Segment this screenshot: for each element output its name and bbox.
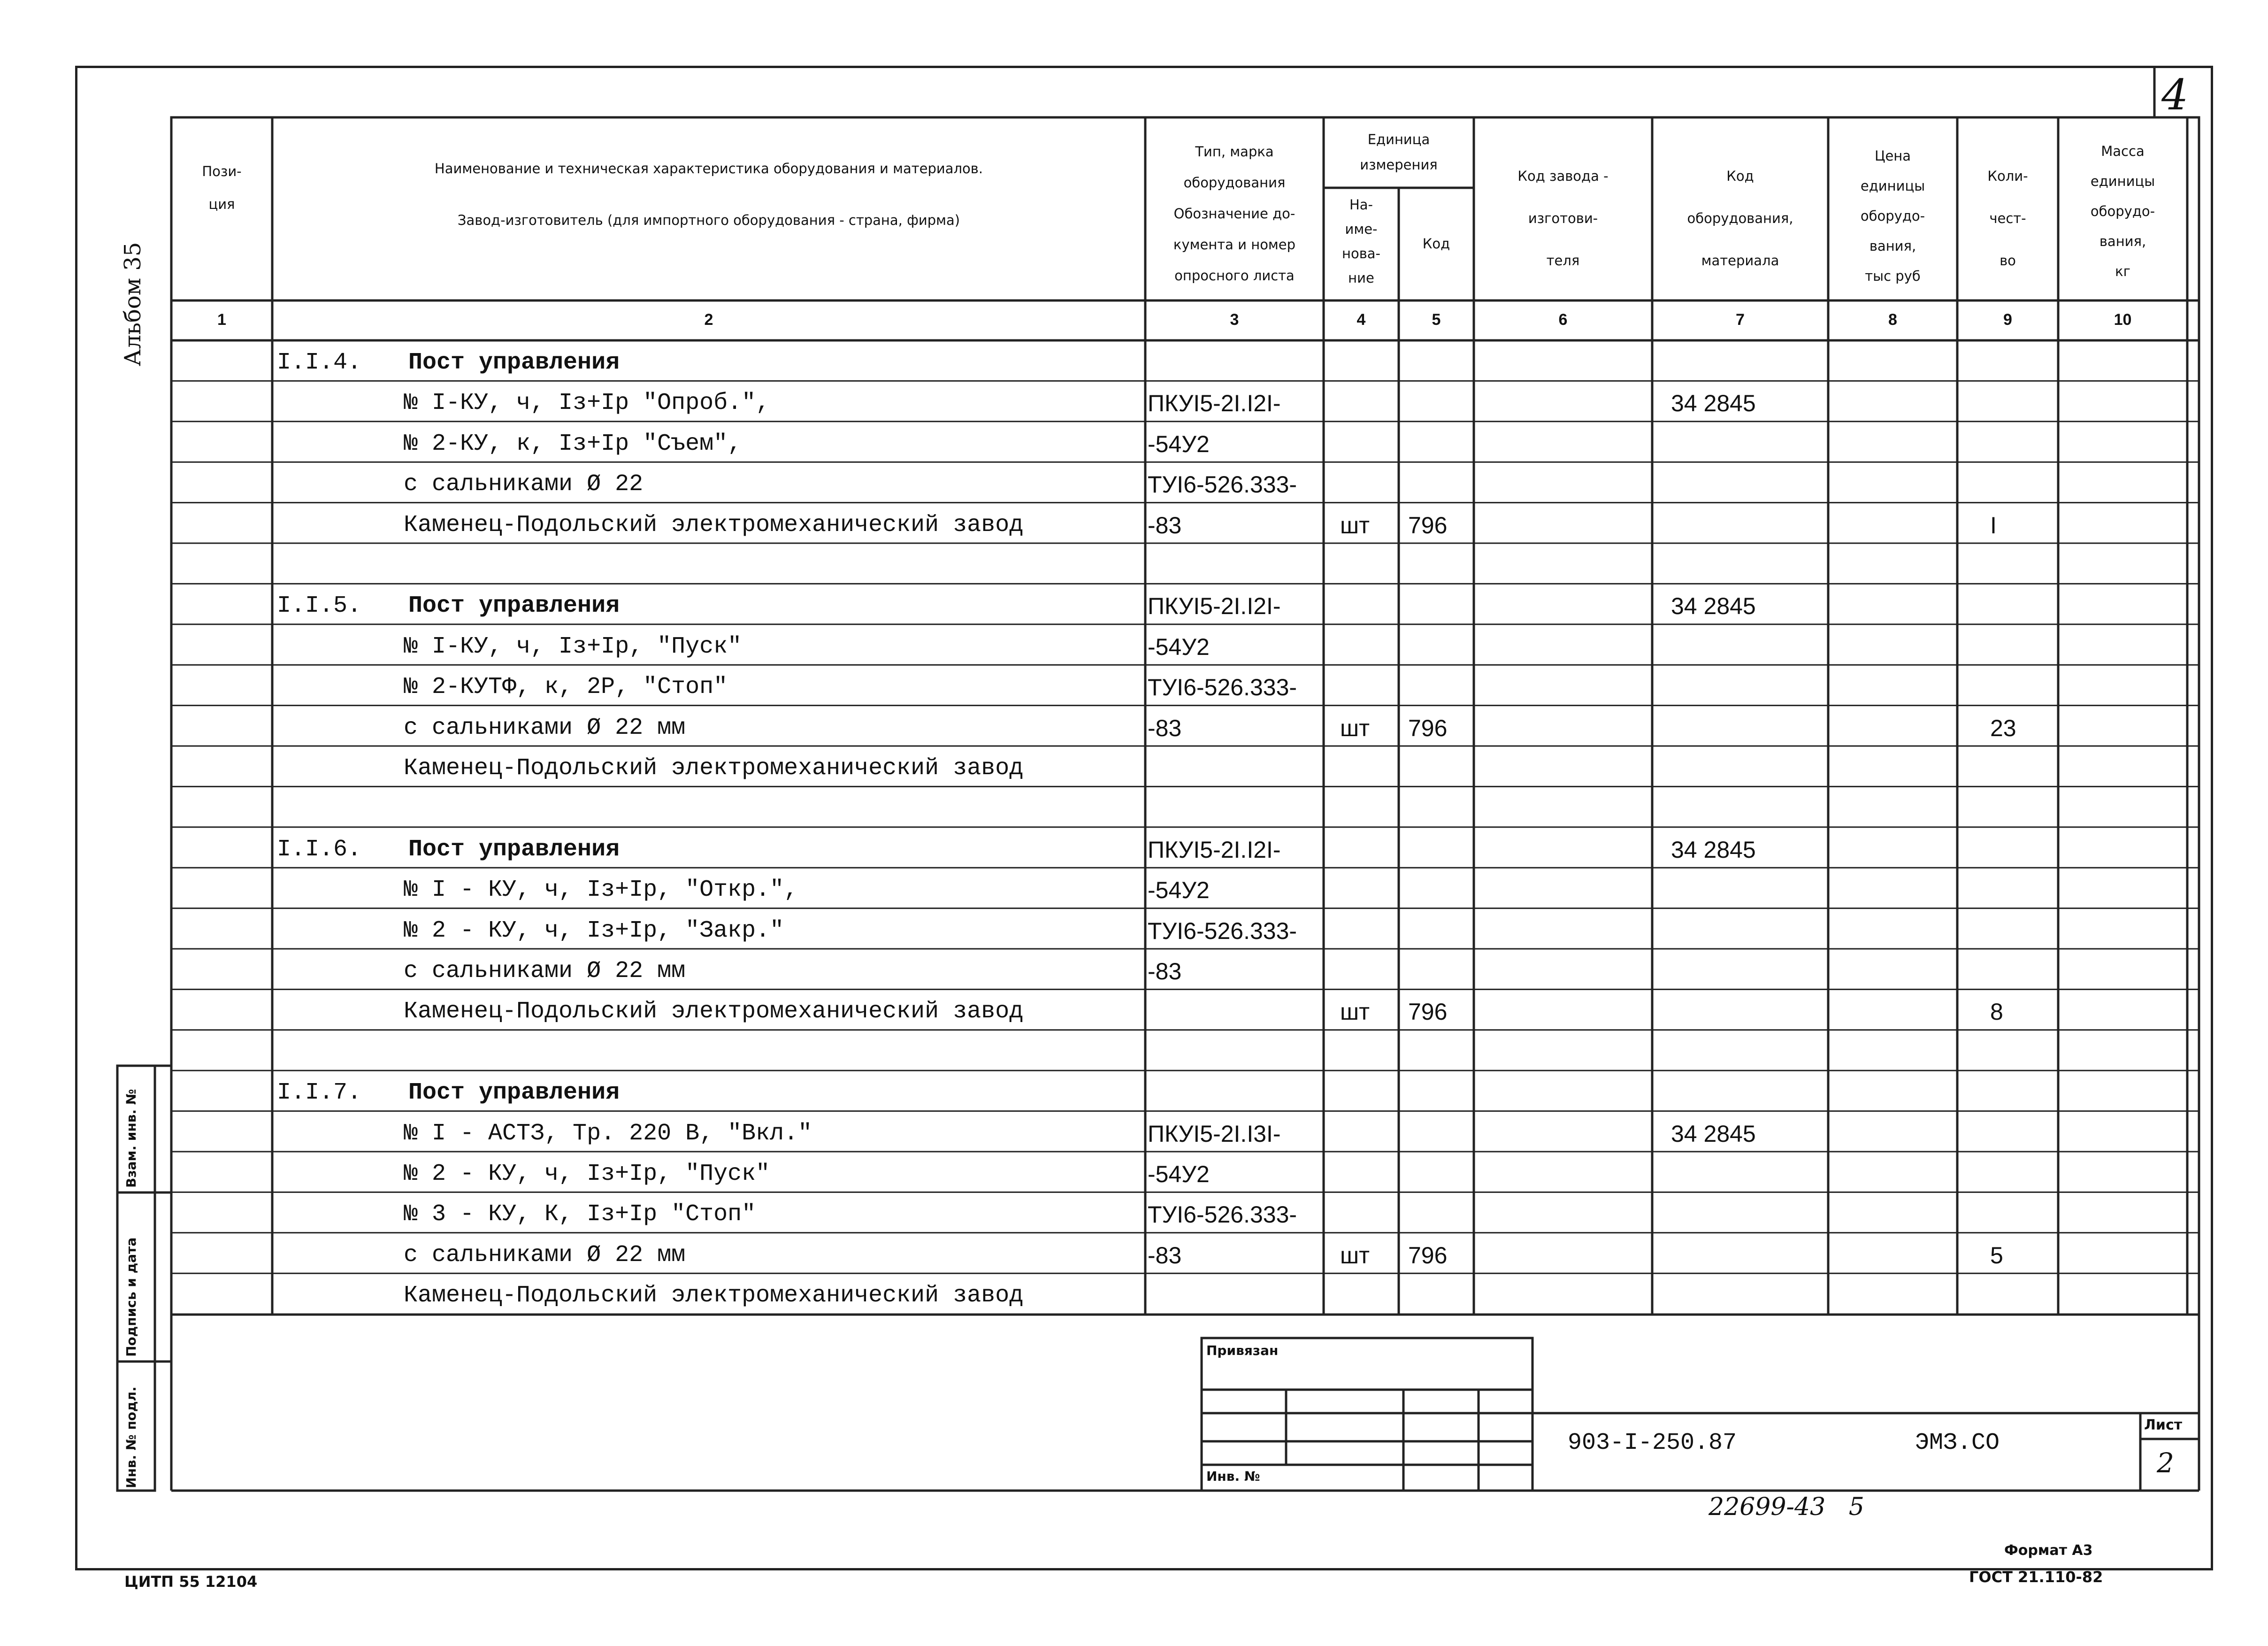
header-unit: Единица измерения	[1360, 131, 1438, 173]
row-name: Пост управления	[408, 592, 620, 620]
row-name: Каменец-Подольский электромеханический завод	[404, 511, 1024, 538]
row-type: -83	[1148, 715, 1182, 741]
row-position: I.I.6.	[277, 836, 362, 863]
label-inv-podl: Инв. № подл.	[123, 1386, 139, 1488]
row-quantity: I	[1990, 512, 1997, 538]
row-name: № 2 - КУ, ч, Iз+Iр, "Пуск"	[404, 1161, 770, 1187]
row-quantity: 8	[1990, 999, 2003, 1025]
row-name: Пост управления	[408, 1079, 620, 1107]
row-type: ПКУI5-2I.I3I-	[1148, 1120, 1281, 1147]
document-mark: ЭМЗ.СО	[1915, 1430, 2000, 1456]
header-position: Пози- ция	[202, 163, 242, 212]
row-type: -54У2	[1148, 1161, 1210, 1187]
row-position: I.I.5.	[277, 592, 362, 620]
row-unit: шт	[1340, 1242, 1370, 1269]
row-name: № 2 - КУ, ч, Iз+Iр, "Закр."	[404, 917, 784, 944]
sheet-label: Лист	[2144, 1417, 2183, 1433]
sheet-number: 2	[2157, 1447, 2174, 1479]
row-unit: шт	[1340, 999, 1370, 1025]
column-number-4: 4	[1356, 311, 1366, 329]
header-mass: Масса единицы оборудо- вания, кг	[2090, 143, 2155, 279]
album-label: Альбом 35	[120, 242, 146, 366]
row-type: ТУI6-526.333-	[1148, 917, 1297, 944]
column-number-7: 7	[1736, 311, 1745, 329]
row-name: № I-КУ, ч, Iз+Iр "Опроб.",	[404, 390, 770, 417]
stamp-privyazan: Привязан	[1206, 1343, 1279, 1358]
stamp-inv-no: Инв. №	[1206, 1469, 1260, 1484]
footer-gost: ГОСТ 21.110-82	[1969, 1568, 2103, 1586]
label-vzam-inv: Взам. инв. №	[123, 1089, 139, 1188]
column-number-9: 9	[2003, 311, 2012, 329]
handwritten-note: 22699-43 5	[1709, 1493, 1864, 1521]
header-unit-name: На- име- нова- ние	[1341, 197, 1381, 286]
row-type: -54У2	[1148, 633, 1210, 660]
row-equipment-code: 34 2845	[1671, 390, 1756, 417]
label-podpis-data: Подпись и дата	[123, 1237, 139, 1357]
row-equipment-code: 34 2845	[1671, 593, 1756, 620]
header-maker-code: Код завода - изготови- теля	[1517, 168, 1609, 269]
row-type: ПКУI5-2I.I2I-	[1148, 836, 1281, 863]
row-name: Пост управления	[408, 836, 620, 863]
row-unit: шт	[1340, 512, 1370, 538]
header-price: Цена единицы оборудо- вания, тыс руб	[1860, 148, 1925, 284]
row-name: № I - КУ, ч, Iз+Iр, "Откр.",	[404, 877, 798, 904]
header-name-1: Наименование и техническая характеристика оборудования и материалов.	[434, 161, 983, 177]
footer-left: ЦИТП 55 12104	[124, 1573, 258, 1591]
row-name: № I - АСТЗ, Тр. 220 В, "Вкл."	[404, 1120, 812, 1147]
row-type: -83	[1148, 512, 1182, 538]
row-name: № 2-КУ, к, Iз+Iр "Съем",	[404, 430, 742, 457]
row-name: № 2-КУТФ, к, 2Р, "Стоп"	[404, 674, 728, 701]
column-number-2: 2	[704, 311, 713, 329]
row-type: ПКУI5-2I.I2I-	[1148, 593, 1281, 620]
column-number-1: 1	[217, 311, 226, 329]
column-number-10: 10	[2114, 311, 2132, 329]
row-name: Каменец-Подольский электромеханический завод	[404, 1282, 1024, 1309]
header-unit-code: Код	[1422, 236, 1450, 252]
row-type: ТУI6-526.333-	[1148, 1201, 1297, 1228]
row-name: с сальниками Ø 22	[404, 471, 644, 498]
header-quantity: Коли- чест- во	[1987, 168, 2028, 269]
row-unit-code: 796	[1408, 512, 1448, 538]
row-type: ПКУI5-2I.I2I-	[1148, 390, 1281, 417]
document-code: 903-I-250.87	[1568, 1430, 1737, 1456]
row-equipment-code: 34 2845	[1671, 1120, 1756, 1147]
column-number-8: 8	[1888, 311, 1897, 329]
row-name: Каменец-Подольский электромеханический завод	[404, 755, 1024, 782]
row-type: -83	[1148, 1242, 1182, 1269]
header-type: Тип, марка оборудования Обозначение до- кумента и номер опросного листа	[1173, 144, 1296, 284]
row-type: -83	[1148, 958, 1182, 985]
row-position: I.I.7.	[277, 1079, 362, 1107]
row-unit-code: 796	[1408, 1242, 1448, 1269]
row-type: ТУI6-526.333-	[1148, 674, 1297, 701]
row-equipment-code: 34 2845	[1671, 836, 1756, 863]
row-name: с сальниками Ø 22 мм	[404, 1241, 686, 1269]
row-quantity: 23	[1990, 715, 2016, 741]
row-quantity: 5	[1990, 1242, 2003, 1269]
row-name: Пост управления	[408, 349, 620, 376]
row-name: с сальниками Ø 22 мм	[404, 714, 686, 741]
column-number-3: 3	[1230, 311, 1239, 329]
footer-format: Формат А3	[2004, 1542, 2093, 1559]
row-name: Каменец-Подольский электромеханический завод	[404, 998, 1024, 1025]
row-unit-code: 796	[1408, 715, 1448, 741]
row-name: с сальниками Ø 22 мм	[404, 958, 686, 985]
column-number-5: 5	[1432, 311, 1441, 329]
column-number-6: 6	[1558, 311, 1568, 329]
page-number: 4	[2161, 70, 2189, 120]
row-position: I.I.4.	[277, 349, 362, 376]
header-equipment-code: Код оборудования, материала	[1687, 168, 1793, 269]
row-type: -54У2	[1148, 877, 1210, 904]
row-type: ТУI6-526.333-	[1148, 471, 1297, 498]
row-unit-code: 796	[1408, 999, 1448, 1025]
row-unit: шт	[1340, 715, 1370, 741]
row-type: -54У2	[1148, 431, 1210, 457]
row-name: № I-КУ, ч, Iз+Iр, "Пуск"	[404, 633, 742, 660]
row-name: № 3 - КУ, К, Iз+Iр "Стоп"	[404, 1201, 756, 1228]
header-name-2: Завод-изготовитель (для импортного оборудования - страна, фирма)	[457, 212, 960, 228]
